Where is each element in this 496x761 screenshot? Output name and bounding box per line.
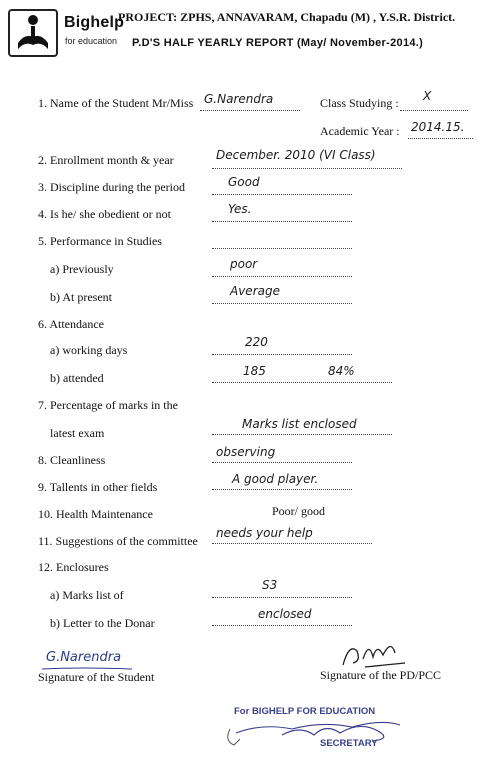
- student-signature: G.Narendra: [46, 650, 122, 665]
- obedient-label: 4. Is he/ she obedient or not: [38, 207, 171, 221]
- attended-line: [212, 382, 392, 383]
- present-value: Average: [230, 284, 280, 298]
- org-name: Bighelp: [64, 14, 125, 31]
- report-title: P.D'S HALF YEARLY REPORT (May/ November-2014.): [132, 37, 424, 49]
- marks-list-value: S3: [262, 578, 278, 592]
- health-value: Poor/ good: [272, 504, 326, 518]
- stamp-secretary: SECRETARY: [320, 738, 378, 749]
- suggestions-line: [212, 543, 372, 544]
- performance-label: 5. Performance in Studies: [38, 234, 162, 248]
- bighelp-logo-icon: [8, 9, 58, 57]
- attended-label: b) attended: [50, 371, 104, 385]
- present-label: b) At present: [50, 290, 112, 304]
- enroll-value: December. 2010 (VI Class): [216, 148, 376, 162]
- letter-value: enclosed: [258, 607, 312, 621]
- name-label: 1. Name of the Student Mr/Miss: [38, 96, 194, 110]
- enroll-label: 2. Enrollment month & year: [38, 153, 174, 167]
- suggestions-value: needs your help: [216, 526, 313, 540]
- health-label: 10. Health Maintenance: [38, 507, 153, 521]
- class-line: [400, 110, 468, 111]
- working-days-line: [212, 354, 352, 355]
- previously-value: poor: [230, 257, 258, 271]
- student-signature-label: Signature of the Student: [38, 670, 155, 684]
- previously-line: [212, 276, 352, 277]
- marks-line: [212, 434, 392, 435]
- talents-label: 9. Tallents in other fields: [38, 480, 158, 494]
- attended-value: 185: [243, 364, 266, 378]
- present-line: [212, 303, 352, 304]
- talents-line: [212, 489, 352, 490]
- working-days-label: a) working days: [50, 343, 128, 357]
- enroll-line: [212, 168, 402, 169]
- letter-label: b) Letter to the Donar: [50, 616, 155, 630]
- attendance-label: 6. Attendance: [38, 317, 104, 331]
- org-tagline: for education: [65, 36, 118, 46]
- marks-list-label: a) Marks list of: [50, 588, 124, 602]
- marks-value: Marks list enclosed: [242, 417, 357, 431]
- performance-line: [212, 248, 352, 249]
- latest-exam-label: latest exam: [50, 426, 105, 440]
- class-value: X: [423, 89, 432, 103]
- enclosures-label: 12. Enclosures: [38, 560, 109, 574]
- name-value: G.Narendra: [204, 92, 274, 106]
- talents-value: A good player.: [232, 472, 319, 486]
- stamp-org: For BIGHELP FOR EDUCATION: [234, 706, 376, 717]
- year-line: [408, 138, 473, 139]
- year-value: 2014.15.: [411, 120, 465, 134]
- year-label: Academic Year :: [320, 124, 400, 138]
- obedient-value: Yes.: [228, 202, 252, 216]
- cleanliness-value: observing: [216, 445, 276, 459]
- pd-signature-label: Signature of the PD/PCC: [320, 668, 442, 682]
- class-label: Class Studying :: [320, 96, 399, 110]
- obedient-line: [212, 221, 352, 222]
- cleanliness-line: [212, 462, 352, 463]
- working-days-value: 220: [245, 335, 268, 349]
- discipline-label: 3. Discipline during the period: [38, 180, 185, 194]
- discipline-value: Good: [228, 175, 260, 189]
- project-line: PROJECT: ZPHS, ANNAVARAM, Chapadu (M) , Y.S.R. District.: [118, 10, 456, 24]
- cleanliness-label: 8. Cleanliness: [38, 453, 106, 467]
- marks-percentage-label: 7. Percentage of marks in the: [38, 398, 178, 412]
- suggestions-label: 11. Suggestions of the committee: [38, 534, 198, 548]
- previously-label: a) Previously: [50, 262, 114, 276]
- name-line: [200, 110, 300, 111]
- attended-percent: 84%: [328, 364, 355, 378]
- discipline-line: [212, 194, 352, 195]
- marks-list-line: [212, 597, 352, 598]
- letter-line: [212, 625, 352, 626]
